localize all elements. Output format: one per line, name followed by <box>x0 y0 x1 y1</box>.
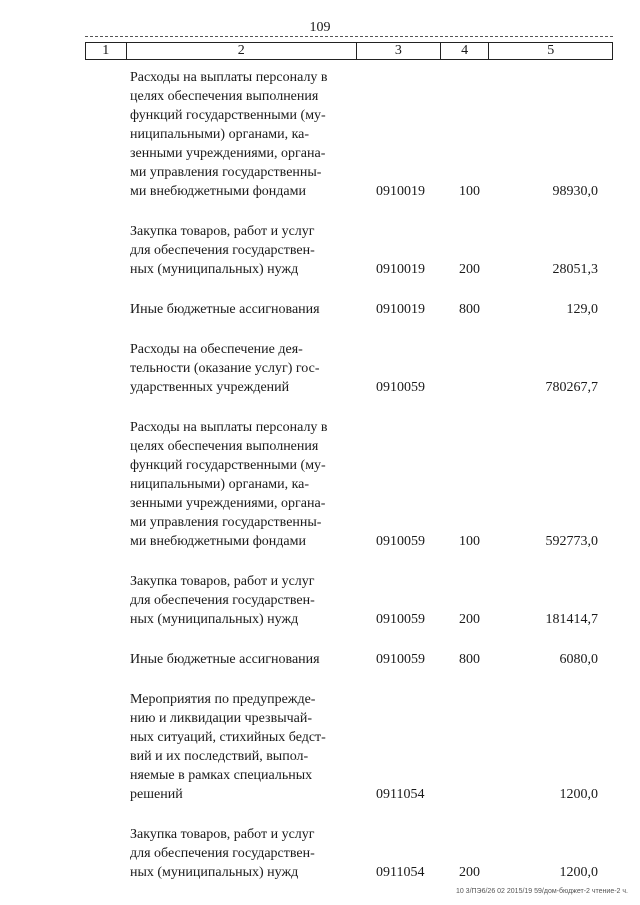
description-line: Закупка товаров, работ и услуг <box>130 574 315 589</box>
row-description <box>130 825 346 882</box>
description-line: ных (муниципальных) нужд <box>130 262 299 277</box>
description-line: для обеспечения государствен- <box>130 593 315 608</box>
description-line: Расходы на выплаты персоналу в <box>130 70 328 85</box>
budget-rows <box>0 60 640 882</box>
row-code: 0911054 <box>376 865 425 880</box>
row-code: 0910059 <box>376 612 425 627</box>
column-header-1: 1 <box>86 43 127 60</box>
description-line: зенными учреждениями, органа- <box>130 496 326 511</box>
description-line: ных ситуаций, стихийных бедст- <box>130 730 326 745</box>
description-line: решений <box>130 787 183 802</box>
row-amount: 592773,0 <box>545 534 598 549</box>
row-code: 0910019 <box>376 302 425 317</box>
row-amount: 129,0 <box>566 302 598 317</box>
table-row <box>0 222 640 279</box>
description-line: Закупка товаров, работ и услуг <box>130 224 315 239</box>
row-expense-type: 800 <box>459 302 480 317</box>
row-expense-type: 200 <box>459 865 480 880</box>
description-line: няемые в рамках специальных <box>130 768 313 783</box>
row-description <box>130 222 346 279</box>
row-expense-type: 100 <box>459 534 480 549</box>
description-line: целях обеспечения выполнения <box>130 439 319 454</box>
column-header-4: 4 <box>440 43 489 60</box>
row-amount: 28051,3 <box>552 262 598 277</box>
description-line: ми внебюджетными фондами <box>130 534 306 549</box>
page-number: 109 <box>309 20 331 35</box>
column-header-3: 3 <box>356 43 440 60</box>
description-line: Расходы на выплаты персоналу в <box>130 420 328 435</box>
row-expense-type: 200 <box>459 612 480 627</box>
row-expense-type: 100 <box>459 184 480 199</box>
row-code: 0911054 <box>376 787 425 802</box>
table-row <box>0 825 640 882</box>
row-description <box>130 300 346 319</box>
table-row <box>0 418 640 551</box>
description-line: Расходы на обеспечение дея- <box>130 342 303 357</box>
description-line: тельности (оказание услуг) гос- <box>130 361 320 376</box>
description-line: ми внебюджетными фондами <box>130 184 306 199</box>
column-header-2: 2 <box>126 43 356 60</box>
description-line: Закупка товаров, работ и услуг <box>130 827 315 842</box>
top-rule <box>85 36 613 37</box>
row-description <box>130 418 346 551</box>
row-code: 0910059 <box>376 380 425 395</box>
row-amount: 1200,0 <box>559 865 598 880</box>
description-line: Иные бюджетные ассигнования <box>130 652 320 667</box>
row-amount: 1200,0 <box>559 787 598 802</box>
description-line: целях обеспечения выполнения <box>130 89 319 104</box>
description-line: ниципальными) органами, ка- <box>130 477 310 492</box>
row-amount: 98930,0 <box>552 184 598 199</box>
description-line: ми управления государственны- <box>130 165 322 180</box>
description-line: Мероприятия по предупрежде- <box>130 692 316 707</box>
row-expense-type: 200 <box>459 262 480 277</box>
description-line: для обеспечения государствен- <box>130 846 315 861</box>
row-amount: 780267,7 <box>545 380 598 395</box>
description-line: нию и ликвидации чрезвычай- <box>130 711 313 726</box>
table-row <box>0 300 640 319</box>
description-line: ниципальными) органами, ка- <box>130 127 310 142</box>
description-line: функций государственными (му- <box>130 108 326 123</box>
row-amount: 6080,0 <box>559 652 598 667</box>
description-line: ударственных учреждений <box>130 380 290 395</box>
table-row <box>0 340 640 397</box>
table-row <box>0 650 640 669</box>
table-row <box>0 690 640 804</box>
row-code: 0910019 <box>376 262 425 277</box>
description-line: ных (муниципальных) нужд <box>130 612 299 627</box>
row-description <box>130 690 346 804</box>
description-line: зенными учреждениями, органа- <box>130 146 326 161</box>
table-row <box>0 68 640 201</box>
footer-file-stamp: 10 3/ПЭ6/26 02 2015/19 59/дом-бюджет-2 чтение-2 ч. <box>455 888 628 895</box>
table-row <box>0 572 640 629</box>
description-line: функций государственными (му- <box>130 458 326 473</box>
column-number-header <box>85 42 613 60</box>
row-description <box>130 572 346 629</box>
row-description <box>130 340 346 397</box>
description-line: Иные бюджетные ассигнования <box>130 302 320 317</box>
row-code: 0910019 <box>376 184 425 199</box>
row-code: 0910059 <box>376 534 425 549</box>
row-expense-type: 800 <box>459 652 480 667</box>
row-description <box>130 68 346 201</box>
description-line: для обеспечения государствен- <box>130 243 315 258</box>
row-description <box>130 650 346 669</box>
description-line: вий и их последствий, выпол- <box>130 749 309 764</box>
row-amount: 181414,7 <box>545 612 598 627</box>
column-header-5: 5 <box>489 43 613 60</box>
row-code: 0910059 <box>376 652 425 667</box>
description-line: ных (муниципальных) нужд <box>130 865 299 880</box>
description-line: ми управления государственны- <box>130 515 322 530</box>
